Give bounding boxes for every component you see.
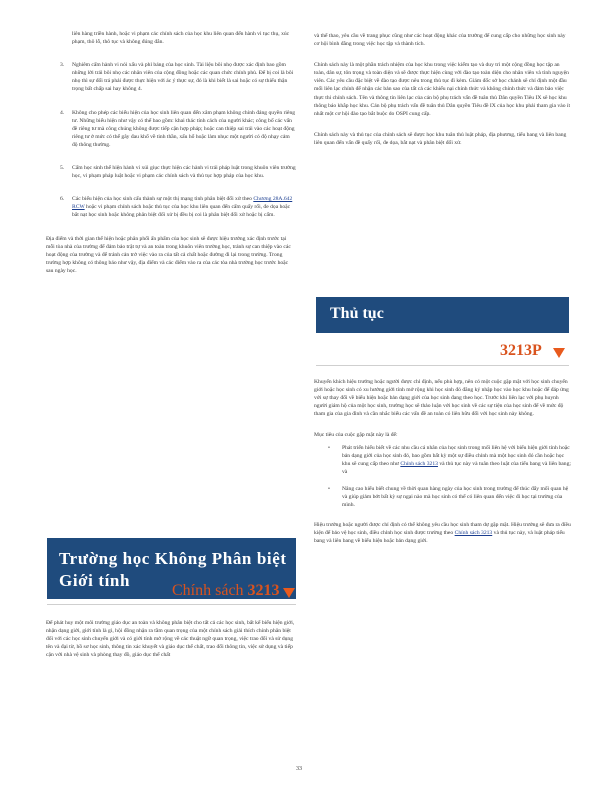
procedure-closing-text: Hiệu trưởng hoặc người được chỉ định có thể không yêu cầu học sinh tham dự gặp mặt. Hiệu trưởng sẽ đưa ra điều kiện để bảo vệ học sinh, điều chỉnh học sinh được trường theo — [314, 522, 571, 537]
divider — [47, 604, 296, 605]
divider — [316, 365, 569, 366]
bullet-icon: • — [328, 485, 330, 492]
banner-title: Trường học Không Phân biệt Giới tính — [59, 549, 287, 590]
right-paragraph-1: và thể thao, yêu cầu về trang phục cũng như các hoạt động khác của trường để cung cấp cho những học sinh này cơ hội bình đẳng trong việc học tập và thành tích. — [314, 33, 566, 48]
right-paragraph-3: Chính sách này và thủ tục của chính sách sẽ được học khu tuân thủ luật pháp, địa phương, tiểu bang và liên bang liên quan đến vấn đề quấy rối, đe dọa, bắt nạt và phân biệt đối xử. — [314, 131, 567, 146]
policy-link-3213-closing[interactable]: Chính sách 3213 — [454, 530, 493, 537]
bullet-icon: • — [328, 444, 330, 451]
list-item — [46, 61, 296, 93]
list-item — [46, 195, 296, 219]
right-bottom-text — [314, 378, 572, 546]
right-column — [314, 32, 572, 160]
page-number: 33 — [296, 766, 302, 772]
list-item — [314, 485, 572, 509]
procedure-goal-intro: Mục tiêu của cuộc gặp mặt này là để: — [314, 432, 398, 439]
right-paragraph-2: Chính sách này là một phần trách nhiệm của học khu trong việc kiểm tạo và duy trì một cộng đồng học tập an toàn, dân sự, tôn trọng và toàn diện và sẽ được thực hiện cùng với đào tạo toàn diện cho nhân viên và tình nguyện viên. Các yêu cầu đặc biệt về đào tạo được nêu trong thủ tục đi kèm. Giám đốc sở học chánh sẽ chỉ định một đầu mối liên lạc chính để nhận các bản sao của tất cả các khiếu nại chính thức và không chính thức và đảm bảo việc thực thi chính sách. Tên và thông tin liên lạc của cán bộ phụ trách vấn đề tuân thủ Dân quyền Tiêu IX sẽ học khu thông báo khắp học khu. Cán bộ phụ trách vấn đề tuân thủ Dân quyền Tiêu đề IX của học khu phải tham gia vào ít nhất một cơ hội đào tạo bắt buộc do OSPI cung cấp. — [314, 62, 571, 117]
list-item-text: Cấm học sinh thể hiện hành vi xúi giục thực hiện các hành vi trái pháp luật trong khuôn viên trường học, vi phạm pháp luật hoặc vi phạm các chính sách và thủ tục hợp pháp của học khu. — [72, 165, 296, 180]
procedure-closing — [314, 521, 572, 545]
bullet-list — [314, 444, 572, 510]
list-number: 5. — [60, 165, 65, 172]
bullet-text: Phát triển hiểu biết về các nhu cầu cá nhân của học sinh trong mối liên hệ với biểu hiện giới tính hoặc bản dạng giới của học sinh đó, bao gồm bất kỳ một sự điều chỉnh mà một học sinh đó cần hoặc học khu sẽ cung cấp theo như — [342, 444, 570, 467]
policy-label — [172, 582, 280, 600]
procedure-number: 3213P — [500, 342, 542, 359]
procedure-closing-continued: và thủ tục này, và luật pháp tiểu bang và liên bang về biểu hiện hoặc bản dạng giới. — [314, 530, 565, 545]
policy-link-chapter[interactable]: Chương 28A.642 — [253, 196, 293, 203]
list-item — [46, 164, 296, 180]
list-item-text-continued: hoặc vi phạm chính sách hoặc thủ tục của học khu liên quan đến cấm quấy rối, đe dọa hoặc bắt nạt học sinh hoặc không phân biệt đối xử bị đều bị coi là phân biệt đối xử hoặc bị cấm. — [72, 204, 291, 219]
list-number: 4. — [60, 109, 65, 116]
policy-number: 3213 — [247, 582, 280, 599]
triangle-down-icon — [283, 588, 295, 598]
procedure-label — [500, 342, 542, 360]
bullet-text: Nâng cao hiểu biết chung về thời quan hàng ngày của học sinh trong trường để thúc đẩy mối quan hệ và giúp giảm bớt bất kỳ sự ngại nào mà học sinh có thể có liên quan đến việc đi học tại trường của mình. — [342, 485, 569, 509]
list-item — [314, 444, 572, 476]
policy-paragraph: Để phát huy một môi trường giáo dục an toàn và không phân biệt cho tất cả các học sinh, bất kể biểu hiện giới, nhận dạng giới, giới tính là gì, hội đồng nhận ra tầm quan trọng của một chính sách giải thích chính phân biệt đối với các học sinh chuyển giới và có giới tính mở rộng về các thuật ngữ quan trọng, việc trao đổi và sử dụng tên và đại từ, hồ sơ học sinh, thông tin xác khuyết và giáo dục thể chất, trao đổi thông tin, việc sử dụng và tiếp cận với nhà vệ sinh và phòng thay đồ, giáo dục thể chất — [46, 620, 295, 659]
procedure-intro: Khuyến khích hiệu trưởng hoặc người được chỉ định, nếu phù hợp, nên có một cuộc gặp mặt với học sinh chuyển giới hoặc học sinh có xu hướng giới tính mở rộng khi học sinh đó đăng ký nhập học vào học khu hoặc để đáp ứng với sự thay đổi về biểu hiện hoặc bản dạng giới của học sinh đang theo học. Trước khi liên lạc với phụ huynh người giám hộ của một học sinh, trường học sẽ thảo luận với học sinh về các sự tiện của học sinh để về mức độ tham gia của gia đình và cần nhắc biểu các vấn đề an toàn có liên hữu đối với học sinh này không. — [314, 379, 569, 418]
list-number: 3. — [60, 62, 65, 69]
closing-paragraph: Địa điểm và thời gian thể hiện hoặc phân phối ấn phẩm của học sinh sẽ được hiệu trưởng xác định trước tại mỗi tòa nhà của trường để đảm bảo trật tự và an toàn trong khuôn viên trường học, tránh sự can thiệp vào các hoạt động của trường và để tránh cản trở việc vào ra của tất cả chất hoặc đường đi lại trong trường. Trong trường hợp không có thông báo như vậy, địa điểm và các điểm vào ra của các tòa nhà trường học trước hoặc sau ngày học. — [46, 235, 291, 274]
left-column — [46, 30, 296, 275]
section-banner-right — [316, 297, 569, 333]
policy-prefix: Chính sách — [172, 582, 244, 599]
list-item-text: Không cho phép các biểu hiện của học sinh liên quan đến xâm phạm không chính đáng quyền riêng tư. Những biểu hiện như vậy có thể bao gồm: khai thác tính cách của người khác; công bố các vấn đề riêng tư mà công chúng không được tiếp cận hợp pháp; hoặc can thiệp sai trái vào các hoạt động riêng tư ở mức có thể gây đau khổ về tinh thần, xấu hổ hoặc làm nhục một người có độ nhạy cảm độ thông thường. — [72, 109, 296, 148]
lead-paragraph: liên hàng triền hành, hoặc vi phạm các chính sách của học khu liên quan đến hành vi tục thụ, xúc phạm, thô lỗ, thô tục và không đúng đắn. — [72, 31, 290, 46]
policy-link-3213[interactable]: Chính sách 3213 — [400, 460, 438, 467]
list-item-text: Các biểu hiện của học sinh cấu thành sự một thị mạng tình phân biệt đối xử theo — [72, 196, 252, 203]
list-number: 6. — [60, 196, 65, 203]
policy-link-rcw[interactable]: RCW — [72, 204, 85, 211]
numbered-list — [46, 61, 296, 219]
list-item-text: Nghiêm cấm hành vi nói xấu và phỉ báng của học sinh. Tài liệu bôi nhọ được xác định bao gồm những lời trái bôi nhọ các nhân viên của cộng đồng hoặc các quan chức chính phủ. Để bị coi là bôi nhọ thì sự đối trá phải được thực hiện với ác ý thực sự, đó là khi biết là sai hoặc có sự thiếu thận trọng bất chấp sai hay không 4. — [72, 62, 294, 93]
left-bottom-text — [46, 619, 296, 659]
bullet-text-continued: và thủ tục này và tuân theo luật của tiểu bang và liên bang; và — [342, 460, 571, 475]
banner-title: Thủ tục — [330, 305, 384, 322]
list-item — [46, 109, 296, 149]
triangle-down-icon — [553, 348, 565, 358]
